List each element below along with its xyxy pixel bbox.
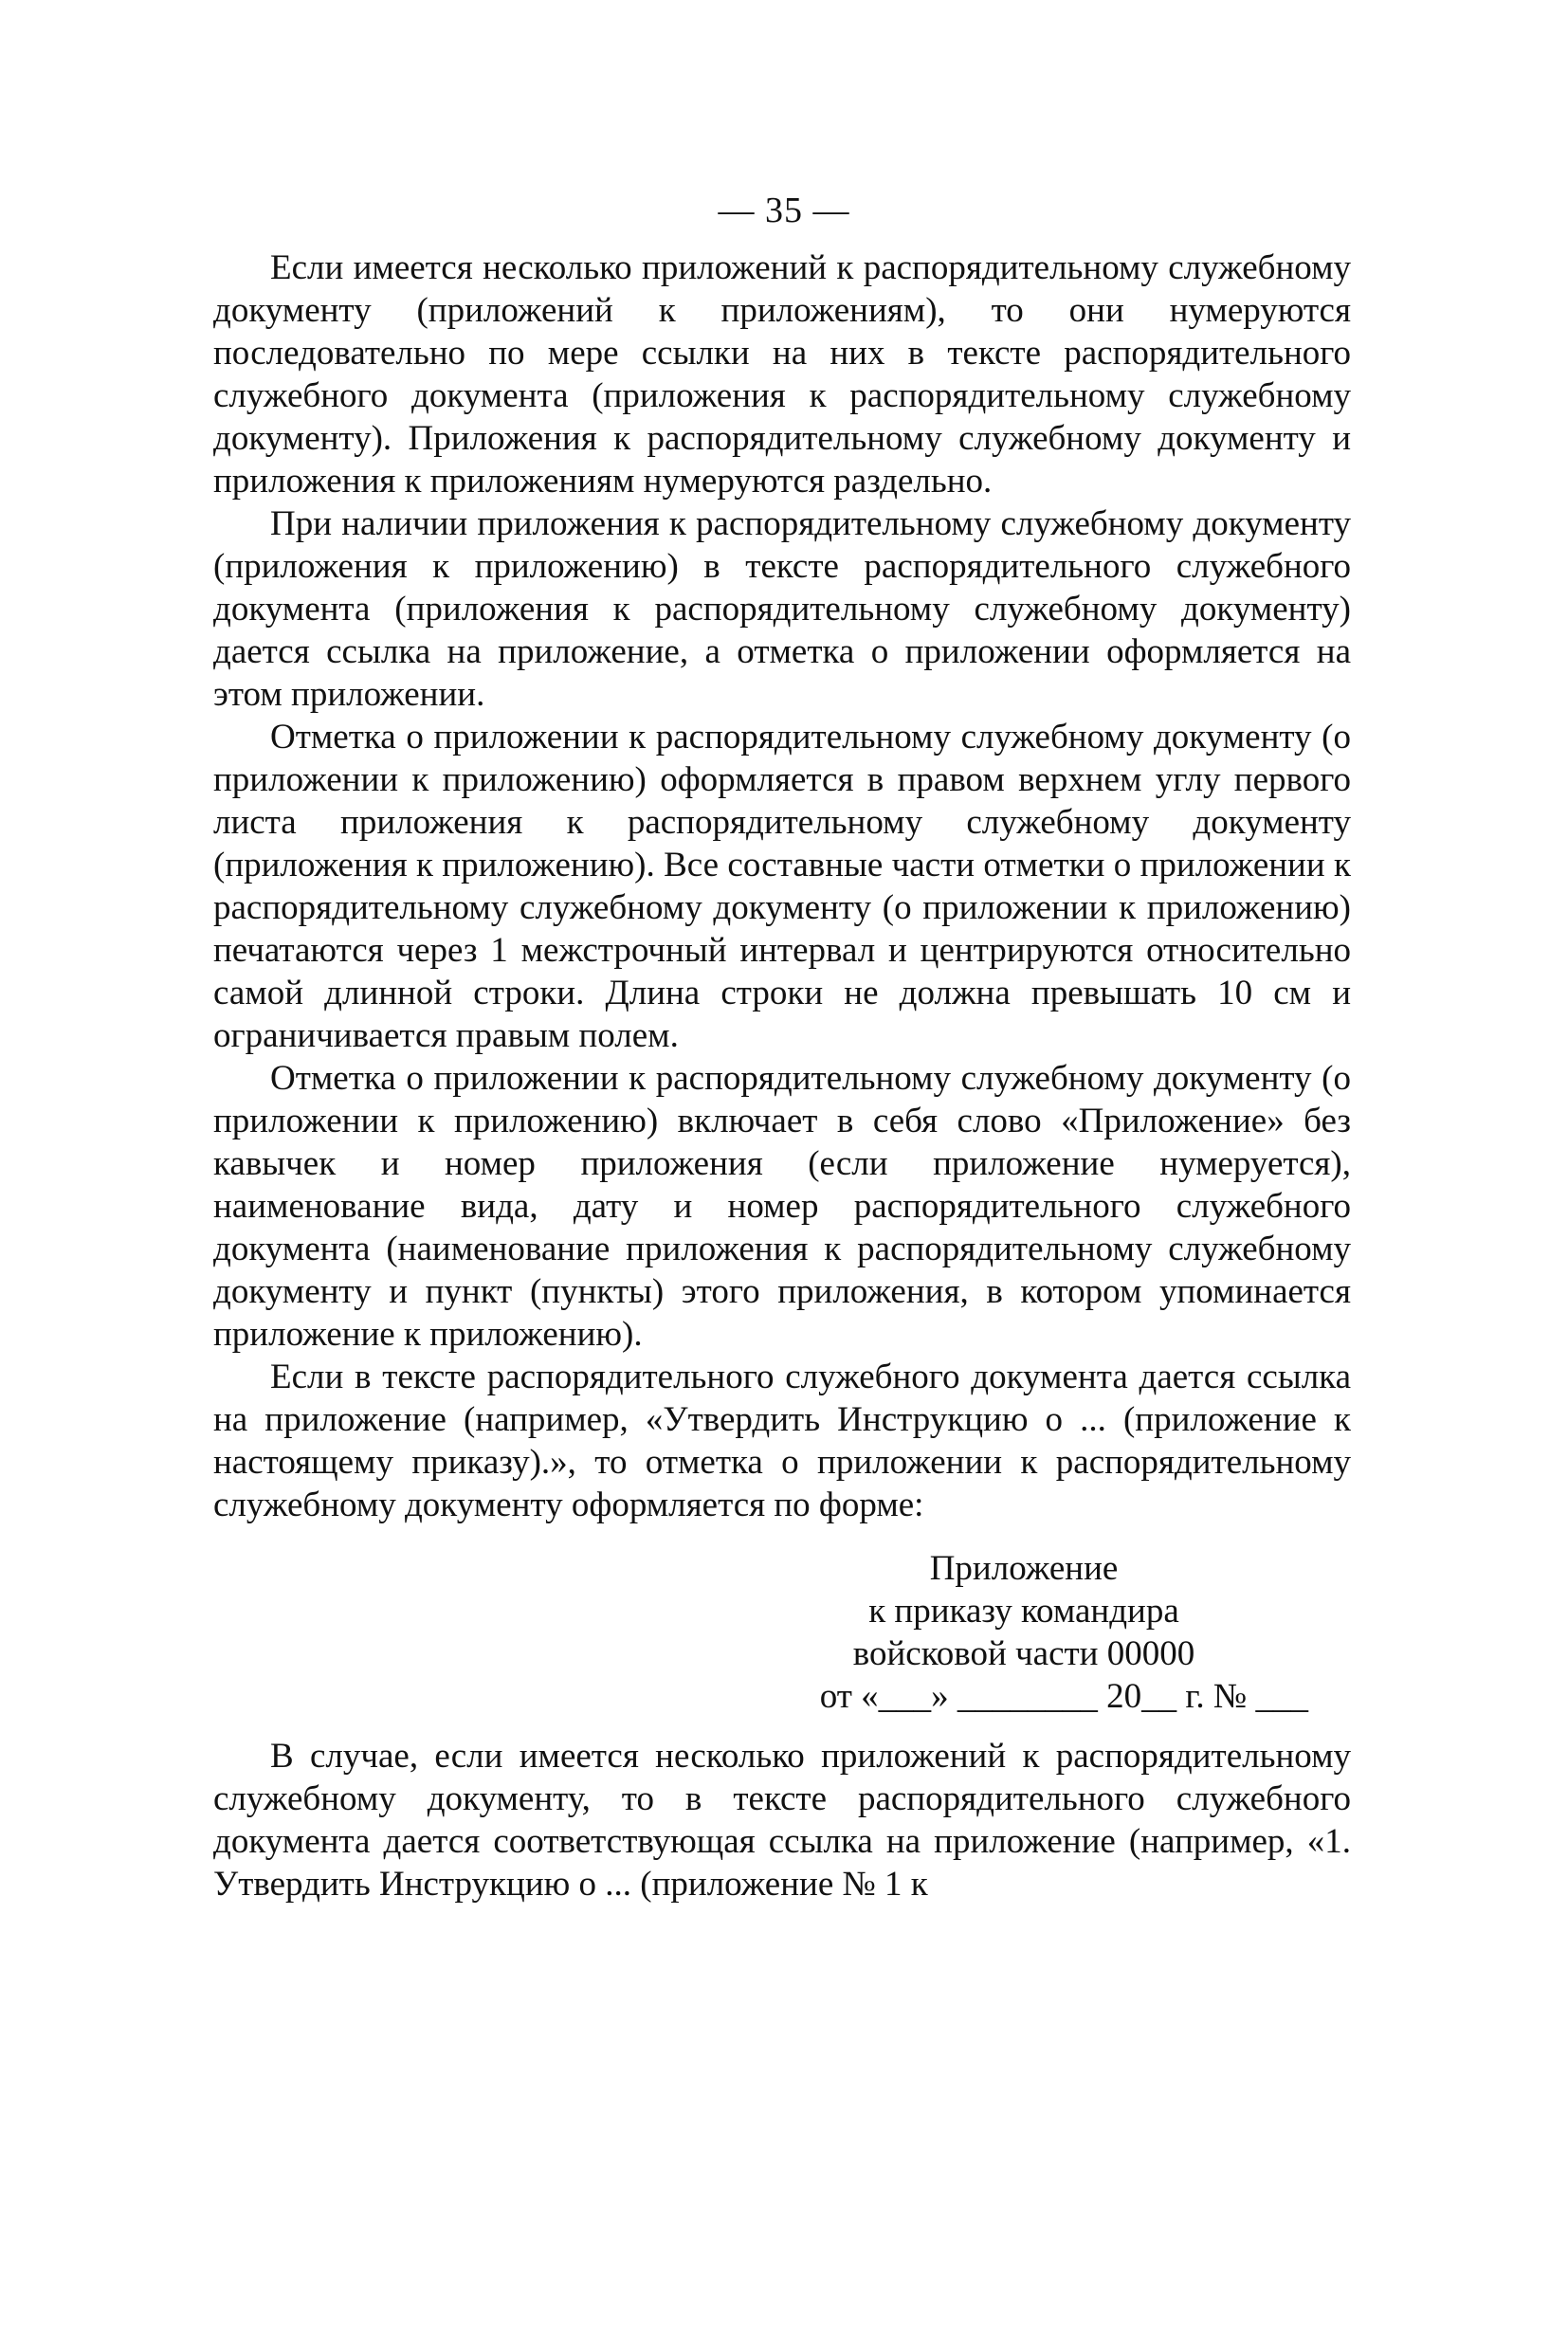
appendix-stamp-example xyxy=(213,1547,1351,1718)
appendix-stamp-block xyxy=(739,1547,1308,1718)
stamp-title: Приложение xyxy=(929,1549,1119,1588)
paragraph-6: В случае, если имеется несколько приложений к распорядительному служебному документу, то в тексте распорядительного служебного документа дается соответствующая ссылка на приложение (например, «1. Утвердить Инструкцию о ... (приложение № 1 к xyxy=(213,1737,1351,1904)
paragraph-5: Если в тексте распорядительного служебного документа дается ссылка на приложение (например, «Утвердить Инструкцию о ... (приложение к настоящему приказу).», то отметка о приложении к распорядительному служебному документу оформляется по форме: xyxy=(213,1358,1351,1524)
paragraph-2: При наличии приложения к распорядительному служебному документу (приложения к приложению) в тексте распорядительного служебного документа (приложения к распорядительному служебному документу) дается ссылка на приложение, а отметка о приложении оформляется на этом приложении. xyxy=(213,504,1351,714)
paragraph-4: Отметка о приложении к распорядительному служебному документу (о приложении к приложению) включает в себя слово «Приложение» без кавычек и номер приложения (если приложение нумеруется), наименование вида, дату и номер распорядительного служебного документа (наименование приложения к распорядительному служебному документу и пункт (пункты) этого приложения, в котором упоминается приложение к приложению). xyxy=(213,1059,1351,1354)
paragraph-3: Отметка о приложении к распорядительному служебному документу (о приложении к приложению) оформляется в правом верхнем углу первого листа приложения к распорядительному служебному документу (приложения к приложению). Все составные части отметки о приложении к распорядительному служебному документу (о приложении к приложению) печатаются через 1 межстрочный интервал и центрируются относительно самой длинной строки. Длина строки не должна превышать 10 см и ограничивается правым полем. xyxy=(213,718,1351,1055)
document-body xyxy=(213,246,1351,1905)
stamp-order-line: к приказу командира xyxy=(868,1592,1179,1631)
stamp-unit-line: войсковой части 00000 xyxy=(852,1634,1195,1673)
stamp-date-number-line: от «___» ________ 20__ г. № ___ xyxy=(819,1677,1308,1716)
page-number: — 35 — xyxy=(718,191,850,230)
paragraph-1: Если имеется несколько приложений к распорядительному служебному документу (приложений к приложениям), то они нумеруются последовательно по мере ссылки на них в тексте распорядительного служебного документа (приложения к распорядительному служебному документу). Приложения к распорядительному служебному документу и приложения к приложениям нумеруются раздельно. xyxy=(213,248,1351,501)
